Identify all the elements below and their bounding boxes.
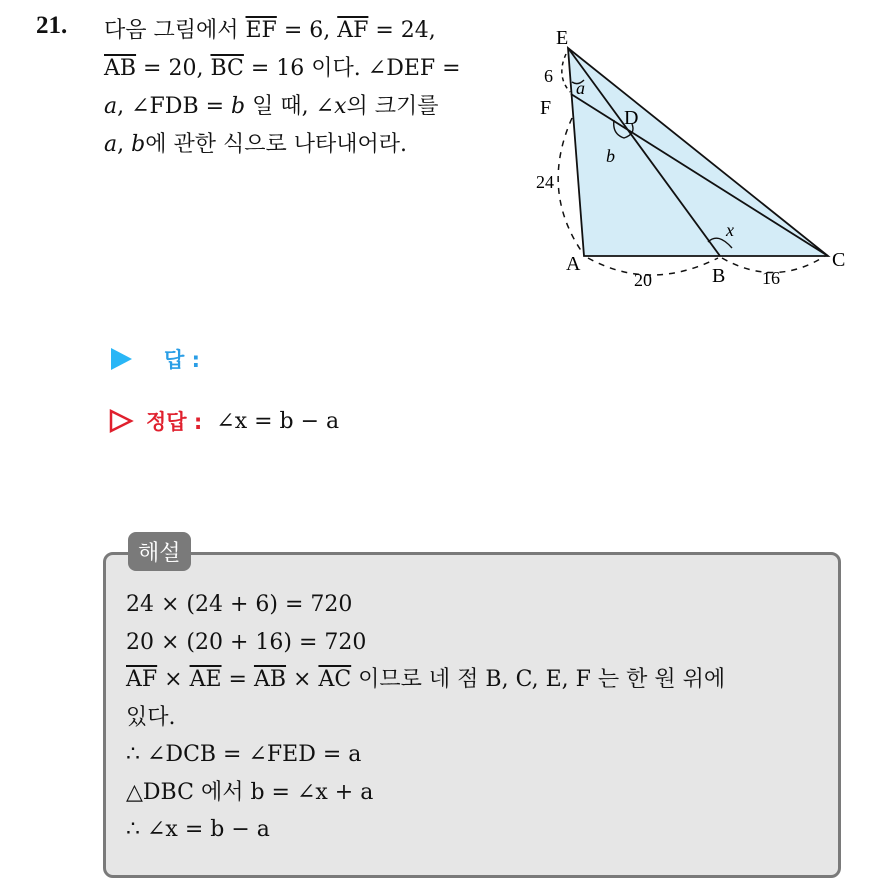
question-line-3 [104, 88, 504, 126]
answer-row [108, 344, 200, 374]
var-a: a [104, 132, 118, 157]
segment-ac: $\overline{AC}$ [318, 667, 352, 692]
length-ab: 20 [634, 270, 652, 290]
play-triangle-icon [108, 346, 134, 372]
dashed-arc-ab [588, 258, 718, 275]
label-c: C [832, 249, 846, 271]
correct-answer-row [108, 406, 339, 436]
question-line-2 [104, 50, 504, 88]
text: = 6, [276, 18, 338, 43]
text: 일 때, ∠ [245, 94, 335, 119]
segment-ae: $\overline{AE}$ [189, 667, 222, 692]
text: , [117, 132, 132, 157]
solution-line-7: ∴ ∠x = b − a [126, 817, 270, 842]
var-b: b [131, 132, 146, 157]
text: = [221, 667, 254, 692]
label-b: B [712, 265, 726, 287]
question-line-1 [104, 12, 504, 50]
text: 이므로 네 점 B, C, E, F 는 한 원 위에 [358, 667, 726, 692]
segment-ab: $\overline{AB}$ [104, 56, 137, 81]
segment-ab: $\overline{AB}$ [253, 667, 287, 692]
text: = 16 이다. ∠DEF = [243, 56, 461, 81]
correct-answer-value: ∠x = b − a [216, 408, 340, 434]
solution-line-1: 24 × (24 + 6) = 720 [126, 592, 353, 617]
geometry-figure [520, 20, 860, 300]
text: 다음 그림에서 [104, 18, 246, 43]
answer-label: 답 : [164, 348, 200, 372]
text: = 20, [136, 56, 211, 81]
solution-line-4: 있다. [126, 704, 176, 730]
text: 의 크기를 [346, 94, 439, 119]
text: × [286, 667, 319, 692]
length-bc: 16 [762, 268, 780, 288]
outline-triangle-icon [108, 408, 134, 434]
label-d: D [624, 107, 639, 129]
text: × [157, 667, 190, 692]
angle-label-b: b [606, 146, 615, 166]
solution-badge: 해설 [128, 532, 191, 571]
label-a: A [566, 253, 581, 275]
correct-answer-label: 정답 : [146, 410, 203, 434]
length-ef: 6 [544, 66, 553, 86]
var-a: a [104, 94, 118, 119]
question-text [104, 12, 504, 164]
segment-af: $\overline{AF}$ [126, 667, 158, 692]
length-af: 24 [536, 172, 554, 192]
angle-label-x: x [726, 220, 734, 240]
solution-line-2: 20 × (20 + 16) = 720 [126, 629, 367, 655]
segment-ef: $\overline{EF}$ [245, 18, 277, 43]
var-b: b [231, 94, 246, 119]
solution-line-6: △DBC 에서 b = ∠x + a [126, 779, 374, 805]
question-number: 21. [36, 12, 68, 39]
solution-line-3 [126, 661, 826, 699]
solution-line-5: ∴ ∠DCB = ∠FED = a [126, 742, 362, 767]
question-line-4 [104, 126, 504, 164]
text: 에 관한 식으로 나타내어라. [145, 132, 407, 157]
var-x: x [334, 94, 347, 119]
segment-bc: $\overline{BC}$ [210, 56, 244, 81]
angle-label-a: a [576, 78, 585, 98]
text: = 24, [368, 18, 436, 43]
label-f: F [540, 97, 552, 119]
segment-af: $\overline{AF}$ [337, 18, 369, 43]
text: , ∠FDB = [117, 94, 232, 119]
solution-text [126, 586, 826, 849]
label-e: E [556, 27, 569, 49]
